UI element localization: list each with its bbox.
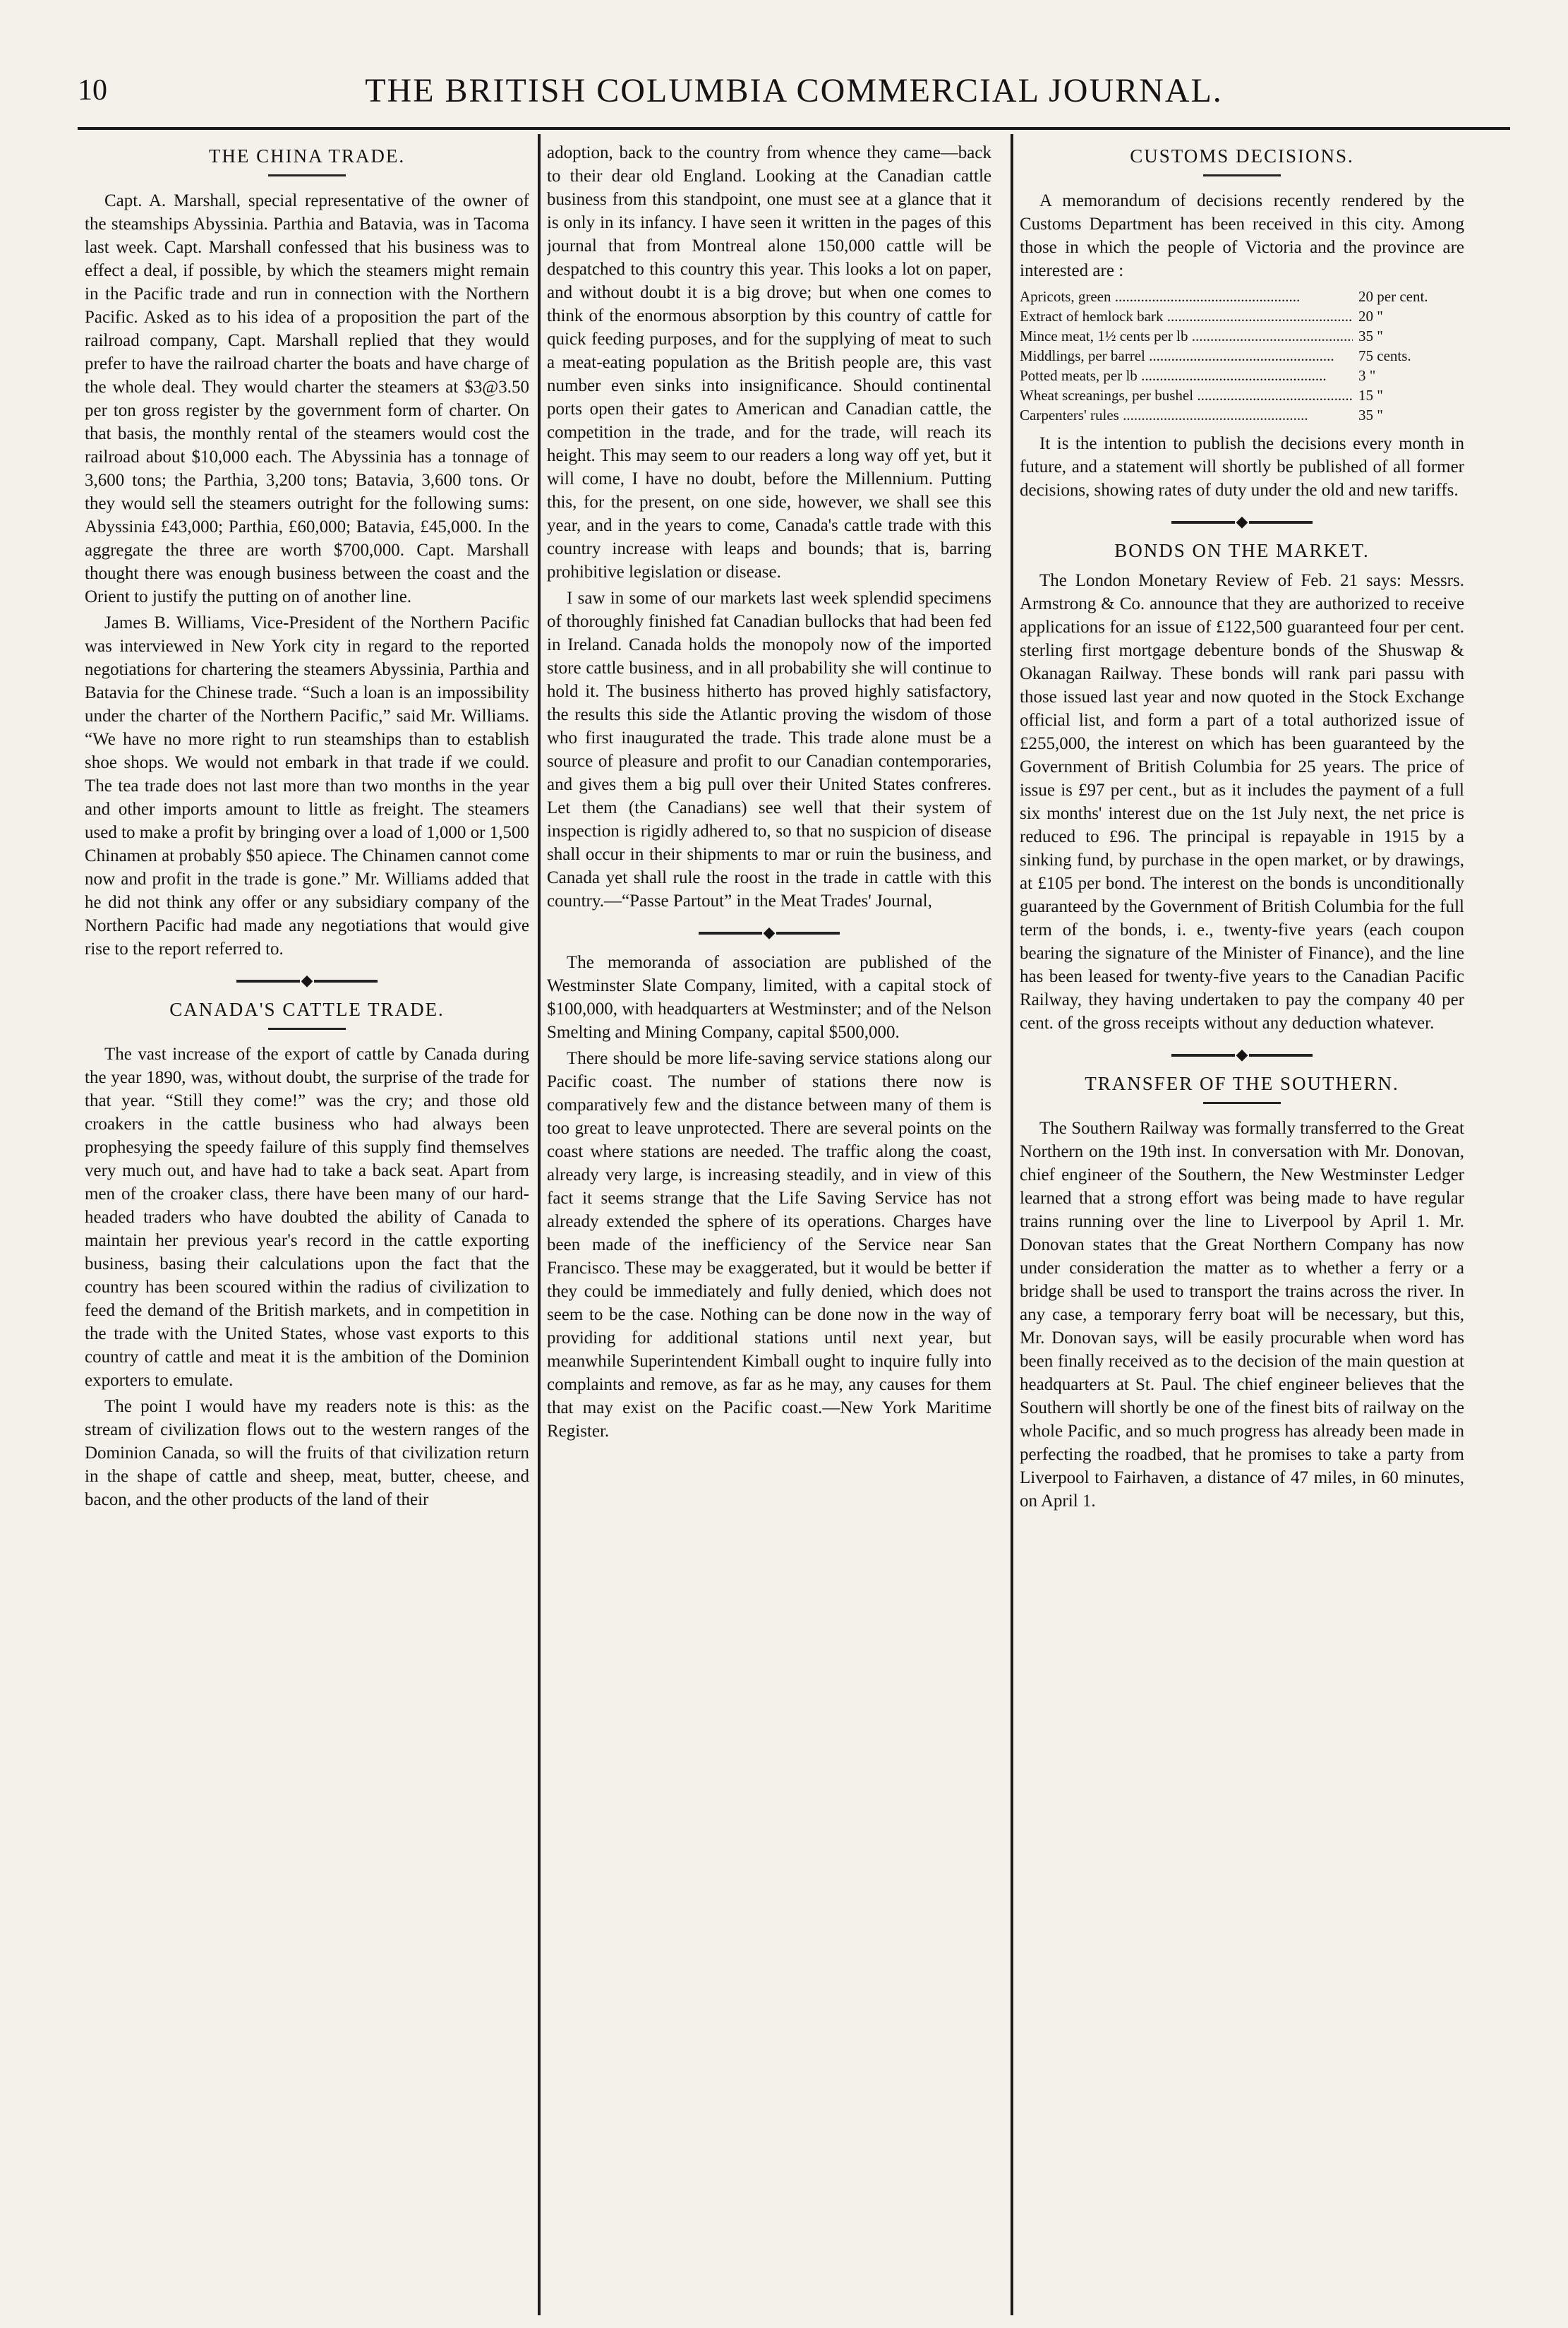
customs-price-list	[1020, 287, 1464, 425]
cattle-trade-continued-2: I saw in some of our markets last week splendid specimens of thoroughly finished fat Canadian bullocks that had been fed in Ireland. Canada holds the monopoly now of the imported store cattle business, and in all probability she will continue to hold it. The business hitherto has proved highly satisfactory, the results this side the Atlantic proving the wisdom of those who first inaugurated the trade. This trade alone must be a source of pleasure and profit to our Canadian contemporaries, and gives them a big pull over their United States confreres. Let them (the Canadians) see well that their system of inspection is rigidly adhered to, so that no suspicion of disease shall occur in their shipments to mar or ruin the business, and Canada yet shall rule the roost in the trade in cattle with this country.—“Passe Partout” in the Meat Trades' Journal,	[547, 589, 991, 911]
price-row: Mince meat, 1½ cents per lb ..... 35 "	[1020, 326, 1464, 346]
customs-paragraph-1: A memorandum of decisions recently rendered by the Customs Department has been received in this city. Among those in which the people of Victoria and the province are interested are :	[1020, 191, 1464, 280]
header-rule	[78, 127, 1510, 130]
cattle-trade-continued-1: adoption, back to the country from whence they came—back to their dear old England. Looking at the Canadian cattle business from this standpoint, one must see at a glance that it is only in its infancy. I have seen it written in the pages of this journal that from Montreal alone 150,000 cattle will be despatched to this country this year. This looks a lot on paper, and without doubt it is a big drove; but when one comes to think of the enormous absorption by this country of cattle for quick feeding purposes, and for the supplying of meat to such a meat-eating population as the British people are, this vast number even sinks into insignificance. Should continental ports open their gates to American and Canadian cattle, the competition in the trade, and for the trade, will reach its height. This may seem to our readers a long way off yet, but it will come, I have no doubt, before the Millennium. Putting this, for the present, on one side, however, we shall see this year, and in the years to come, Canada's cattle trade with this country increase with leaps and bounds; that is, barring prohibitive legislation or disease.	[547, 143, 991, 582]
column-divider-1	[538, 134, 541, 2315]
life-saving-paragraph: There should be more life-saving service stations along our Pacific coast. The number of stations there now is comparatively few and the distance between many of them is too great to leave unprotected. There are several points on the coast where stations are needed. The traffic along the coast, already very large, is increasing steadily, and in view of this fact it seems strange that the Life Saving Service has not already extended the sphere of its operations. Charges have been made of the inefficiency of the Service near San Francisco. These may be exaggerated, but it would be better if they could be immediately and fully denied, which does not seem to be the case. Nothing can be done now in the way of providing for additional stations until next year, but meanwhile Superintendent Kimball ought to inquire fully into complaints and remove, as far as he may, any causes for them that may exist on the Pacific coast.—New York Maritime Register.	[547, 1049, 991, 1441]
customs-heading: CUSTOMS DECISIONS.	[1130, 145, 1354, 167]
section-ornament: ◆	[547, 925, 991, 941]
customs-paragraph-2: It is the intention to publish the decisions every month in future, and a statement will shortly be published of all former decisions, showing rates of duty under the old and new tariffs.	[1020, 434, 1464, 500]
section-ornament: ◆	[1020, 1048, 1464, 1063]
price-row: Extract of hemlock bark ..... 20 "	[1020, 306, 1464, 326]
china-trade-paragraph-1: Capt. A. Marshall, special representative of the owner of the steamships Abyssinia. Parthia and Batavia, was in Tacoma last week. Capt. Marshall confessed that his business was to effect a deal, if possible, by which the steamers might remain in the Pacific trade and run in connection with the Northern Pacific. Asked as to his idea of a proposition the part of the railroad company, Capt. Marshall replied that they would prefer to have the railroad charter the boats and have charge of the whole deal. They would charter the steamers at $3@3.50 per ton gross register by the government form of charter. On that basis, the monthly rental of the steamers would cost the railroad about $10,000 each. The Abyssinia has a tonnage of 3,600 tons; the Parthia, 3,200 tons; Batavia, 3,600 tons. Or they would sell the steamers outright for the following sums: Abyssinia £43,000; Parthia, £60,000; Batavia, £45,000. In the aggregate the three are worth $700,000. Capt. Marshall thought there was enough business between the coast and the Orient to justify the putting on of another line.	[85, 191, 529, 606]
journal-title: THE BRITISH COLUMBIA COMMERCIAL JOURNAL.	[365, 71, 1223, 109]
bonds-heading: BONDS ON THE MARKET.	[1114, 540, 1370, 561]
southern-paragraph: The Southern Railway was formally transferred to the Great Northern on the 19th inst. In conversation with Mr. Donovan, chief engineer of the Southern, the New Westminster Ledger learned that a strong effort was being made to have regular trains running over the line to Liverpool by April 1. Mr. Donovan states that the Great Northern Company has now under consideration the matter as to whether a ferry or a bridge shall be used to transport the trains across the river. In any case, a temporary ferry boat will be necessary, but this, Mr. Donovan says, will be easily procurable when word has been finally received as to the decision of the main question at headquarters at St. Paul. The chief engineer believes that the Southern will shortly be one of the finest bits of railway on the whole Pacific, and so much progress has already been made in perfecting the roadbed, that he promises to take a party from Liverpool to Fairhaven, a distance of 47 miles, in 60 minutes, on April 1.	[1020, 1119, 1464, 1511]
price-row: Carpenters' rules ..... 35 "	[1020, 405, 1464, 425]
cattle-trade-paragraph-2: The point I would have my readers note is this: as the stream of civilization flows out to the western ranges of the Dominion Canada, so will the fruits of that civilization return in the shape of cattle and sheep, meat, butter, cheese, and bacon, and the other products of the land of their	[85, 1397, 529, 1509]
memoranda-paragraph: The memoranda of association are published of the Westminster Slate Company, limited, with a capital stock of $100,000, with headquarters at Westminster; and of the Nelson Smelting and Mining Company, capital $500,000.	[547, 953, 991, 1042]
heading-rule	[268, 174, 346, 176]
bonds-paragraph: The London Monetary Review of Feb. 21 says: Messrs. Armstrong & Co. announce that they are authorized to receive applications for an issue of £122,500 guaranteed four per cent. sterling first mortgage debenture bonds of the Shuswap & Okanagan Railway. These bonds will rank pari passu with those issued last year and now quoted in the Stock Exchange official list, and form a part of a total authorized issue of £255,000, the interest on which has been guaranteed by the Government of British Columbia for 25 years. The price of issue is £97 per cent., but as it includes the payment of a full six months' interest due on the 1st July next, the net price is reduced to £96. The principal is repayable in 1915 by a sinking fund, by purchase in the open market, or by drawings, at £105 per bond. The interest on the bonds is unconditionally guaranteed by the Government of British Columbia for the full term of the bonds, i. e., twenty-five years (each coupon bearing the signature of the Minister of Finance), and the line has been leased for twenty-five years to the Canadian Pacific Railway, they having undertaken to pay the company 40 per cent. of the gross receipts without any deduction whatever.	[1020, 571, 1464, 1033]
page-number: 10	[78, 74, 107, 107]
heading-rule	[1203, 1102, 1281, 1104]
heading-rule	[268, 1028, 346, 1030]
price-row: Middlings, per barrel ..... 75 cents.	[1020, 346, 1464, 366]
china-trade-paragraph-2: James B. Williams, Vice-President of the Northern Pacific was interviewed in New York city in regard to the reported negotiations for chartering the steamers Abyssinia, Parthia and Batavia for the Chinese trade. “Such a loan is an impossibility under the charter of the Northern Pacific,” said Mr. Williams. “We have no more right to run steamships than to establish shoe shops. We would not embark in that trade if we could. The tea trade does not last more than two months in the year and other imports amount to little as freight. The steamers used to make a profit by bringing over a load of 1,000 or 1,500 Chinamen at probably $50 apiece. The Chinamen cannot come now and profit in the trade is gone.” Mr. Williams added that he did not think any offer or any subsidiary company of the Northern Pacific had made any negotiations that would give rise to the report referred to.	[85, 613, 529, 959]
price-row: Apricots, green ..... 20 per cent.	[1020, 287, 1464, 306]
heading-rule	[1203, 174, 1281, 176]
page-header	[78, 62, 1510, 119]
column-3	[1020, 141, 1464, 2301]
price-row: Potted meats, per lb ..... 3 "	[1020, 366, 1464, 385]
southern-heading: TRANSFER OF THE SOUTHERN.	[1085, 1073, 1399, 1094]
column-divider-2	[1011, 134, 1013, 2315]
price-row: Wheat screanings, per bushel ..... 15 "	[1020, 385, 1464, 405]
column-1	[85, 141, 529, 2301]
china-trade-heading: THE CHINA TRADE.	[208, 145, 406, 167]
cattle-trade-paragraph-1: The vast increase of the export of cattle by Canada during the year 1890, was, without doubt, the surprise of the trade for that year. “Still they come!” was the cry; and those old croakers in the cattle business who had always been prophesying the speedy failure of this supply find themselves very much out, and have had to take a back seat. Apart from men of the croaker class, there have been many of our hard-headed traders who have doubted the ability of Canada to maintain her previous year's record in the cattle exporting business, basing their calculations upon the fact that the country has been scoured within the radius of civilization to feed the demand of the British markets, and in competition in the trade with the United States, whose vast exports to this country of cattle and meat it is the ambition of the Dominion exporters to emulate.	[85, 1045, 529, 1390]
section-ornament: ◆	[85, 973, 529, 989]
section-ornament: ◆	[1020, 515, 1464, 530]
column-2	[547, 141, 991, 2301]
cattle-trade-heading: CANADA'S CATTLE TRADE.	[169, 999, 445, 1020]
